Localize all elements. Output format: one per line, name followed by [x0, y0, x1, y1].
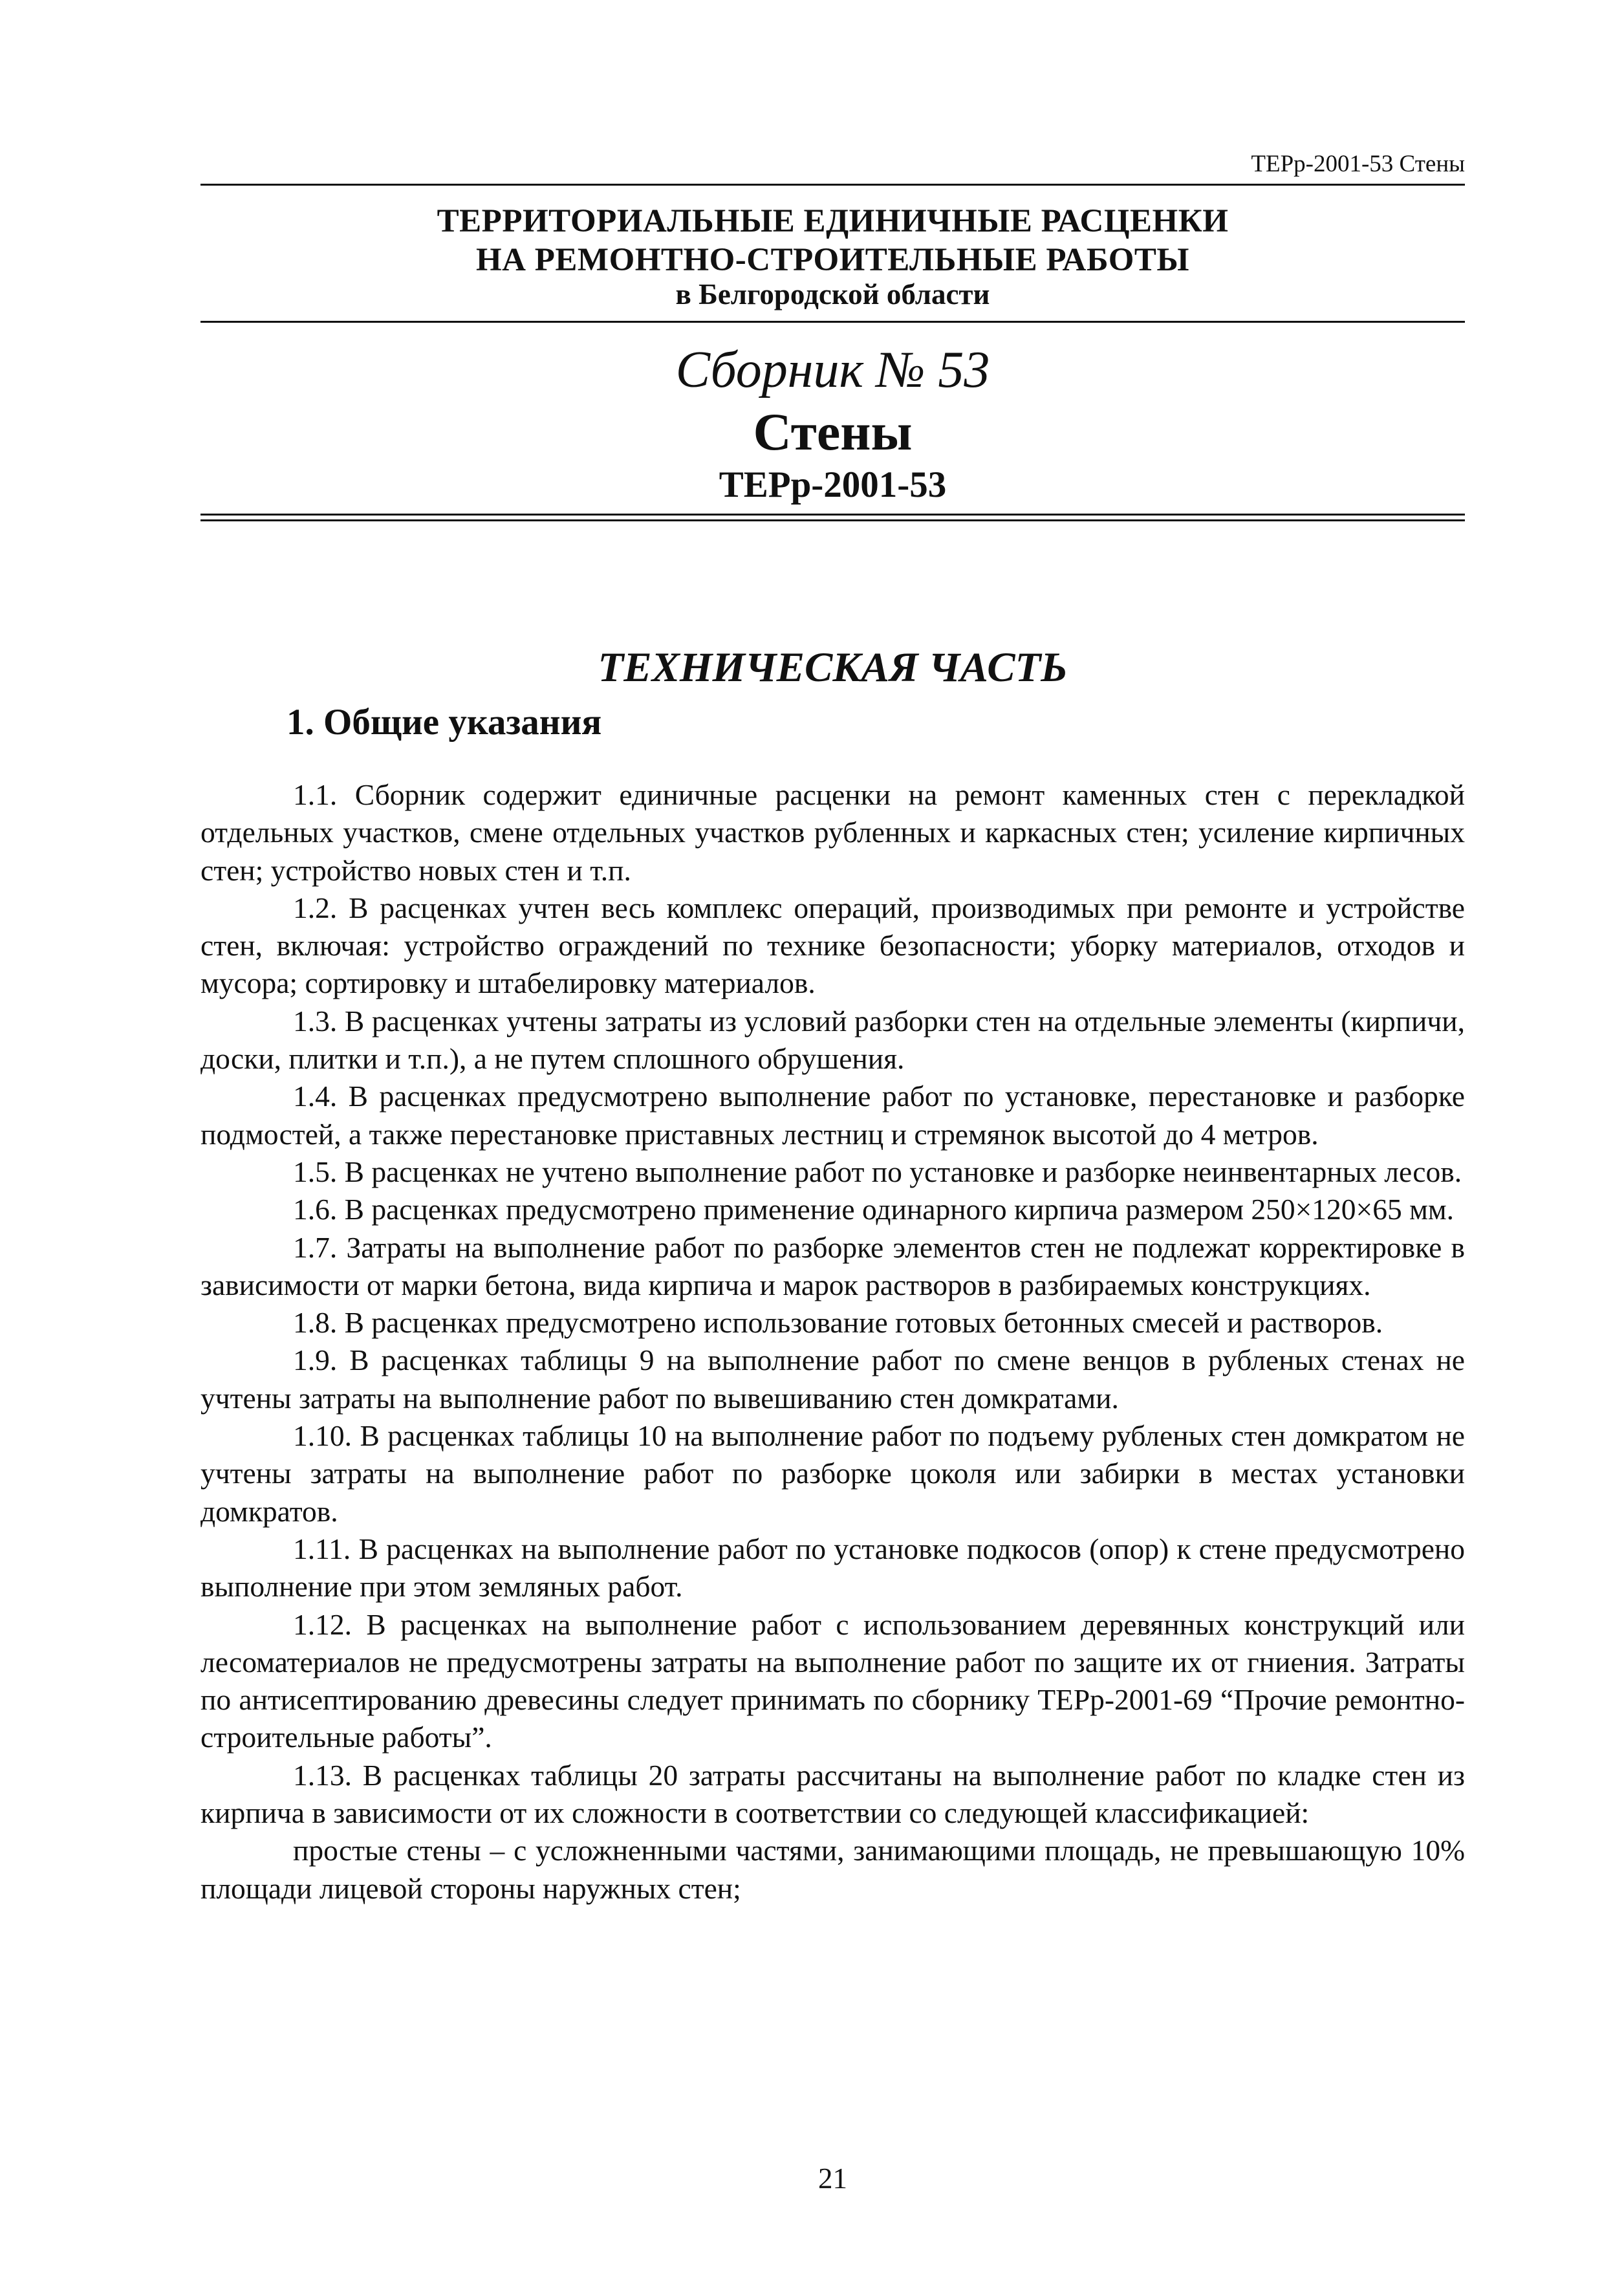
paragraph-1-10: 1.10. В расценках таблицы 10 на выполнение работ по подъему рубленых стен домкратом не учтены затраты на выполнение работ по разборке цоколя или забирки в местах установки домкратов. [200, 1419, 1465, 1528]
paragraph-1-11: 1.11. В расценках на выполнение работ по установке подкосов (опор) к стене предусмотрено выполнение при этом земляных работ. [200, 1532, 1465, 1603]
subsection-title: 1. Общие указания [287, 702, 602, 743]
double-rule-bottom [200, 519, 1465, 521]
paragraph-1-1: 1.1. Сборник содержит единичные расценки на ремонт каменных стен с перекладкой отдельных участков, смене отдельных участков рубленных и каркасных стен; усиление кирпичных стен; устройство новых стен и т.п. [200, 778, 1465, 887]
paragraph-1-3: 1.3. В расценках учтены затраты из условий разборки стен на отдельные элементы (кирпичи, доски, плитки и т.п.), а не путем сплошного обрушения. [200, 1004, 1465, 1076]
paragraph-1-12: 1.12. В расценках на выполнение работ с использованием деревянных конструкций или лесоматериалов не предусмотрены затраты на выполнение работ по защите их от гниения. Затраты по антисептированию древесины следует принимать по сборнику ТЕРр-2001-69 “Прочие ремонтно-строительные работы”. [200, 1607, 1465, 1754]
section-title: ТЕХНИЧЕСКАЯ ЧАСТЬ [598, 644, 1068, 691]
paragraph-1-6: 1.6. В расценках предусмотрено применение одинарного кирпича размером 250×120×65 мм. [293, 1193, 1455, 1226]
body-text [200, 776, 1465, 1907]
collection-name: Стены [753, 402, 913, 461]
org-title-line-2: НА РЕМОНТНО-СТРОИТЕЛЬНЫЕ РАБОТЫ [476, 242, 1189, 278]
paragraph-1-8: 1.8. В расценках предусмотрено использование готовых бетонных смесей и растворов. [293, 1306, 1383, 1340]
header-rule [200, 184, 1465, 186]
paragraph-simple-walls: простые стены – с усложненными частями, занимающими площадь, не превышающую 10% площади лицевой стороны наружных стен; [200, 1834, 1465, 1905]
org-title [200, 202, 1465, 279]
org-title-line-1: ТЕРРИТОРИАЛЬНЫЕ ЕДИНИЧНЫЕ РАСЦЕНКИ [437, 203, 1229, 239]
paragraph-1-7: 1.7. Затраты на выполнение работ по разборке элементов стен не подлежат корректировке в зависимости от марки бетона, вида кирпича и марок растворов в разбираемых конструкциях. [200, 1230, 1465, 1301]
org-rule [200, 321, 1465, 323]
paragraph-1-4: 1.4. В расценках предусмотрено выполнение работ по установке, перестановке и разборке подмостей, а также перестановке приставных лестниц и стремянок высотой до 4 метров. [200, 1080, 1465, 1151]
paragraph-1-2: 1.2. В расценках учтен весь комплекс операций, производимых при ремонте и устройстве стен, включая: устройство ограждений по технике безопасности; уборку материалов, отходов и мусора; сортировку и штабелировку материалов. [200, 891, 1465, 1000]
paragraph-1-9: 1.9. В расценках таблицы 9 на выполнение работ по смене венцов в рубленых стенах не учтены затраты на выполнение работ по вывешиванию стен домкратами. [200, 1343, 1465, 1415]
collection-code: ТЕРр-2001-53 [719, 464, 947, 505]
running-header: ТЕРр-2001-53 Стены [1251, 151, 1465, 177]
collection-number: Сборник № 53 [675, 342, 990, 398]
paragraph-1-5: 1.5. В расценках не учтено выполнение работ по установке и разборке неинвентарных лесов. [293, 1155, 1462, 1188]
paragraph-1-13: 1.13. В расценках таблицы 20 затраты рассчитаны на выполнение работ по кладке стен из кирпича в зависимости от их сложности в соответствии со следующей классификацией: [200, 1758, 1465, 1830]
page-number: 21 [818, 2162, 847, 2195]
org-region: в Белгородской области [675, 278, 990, 310]
double-rule-top [200, 514, 1465, 516]
